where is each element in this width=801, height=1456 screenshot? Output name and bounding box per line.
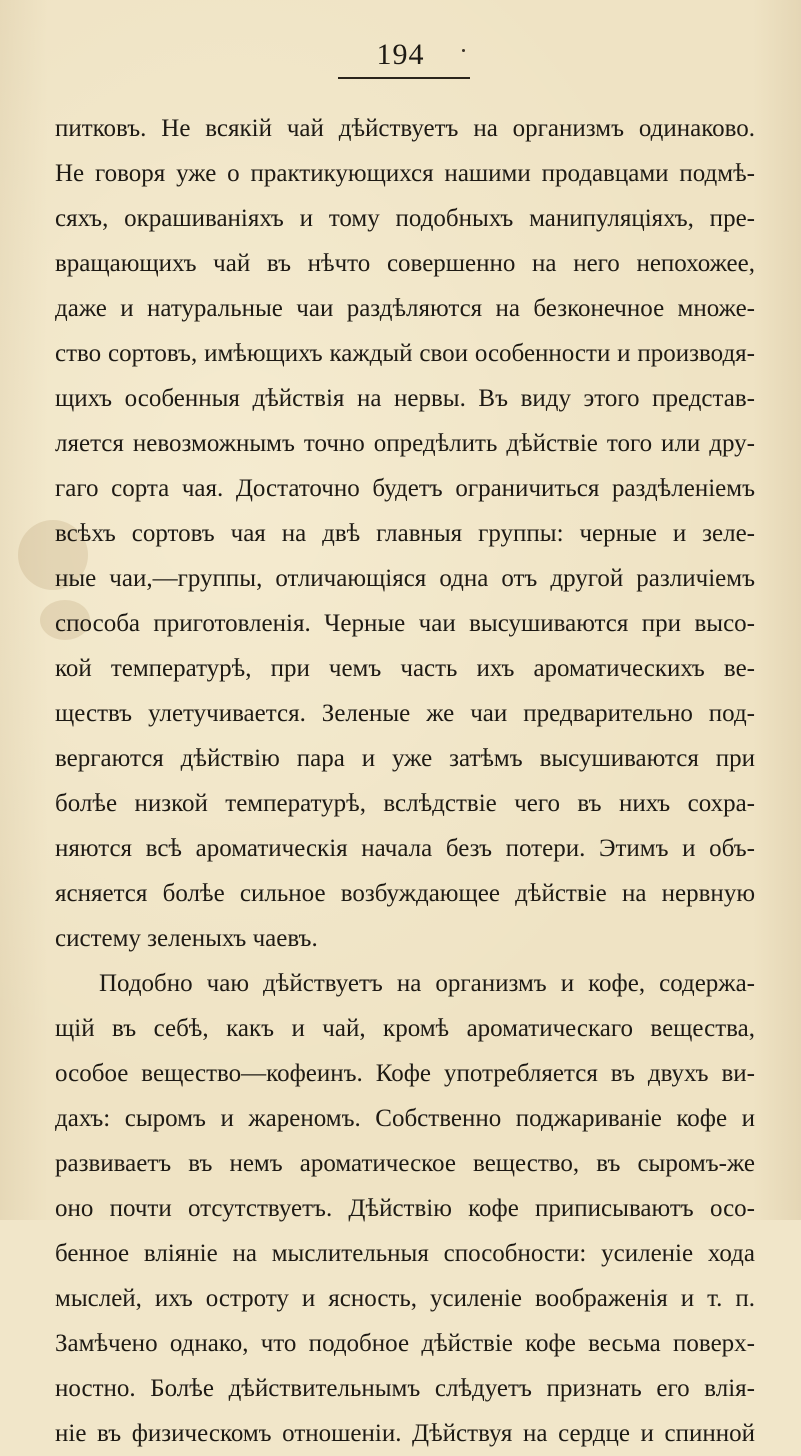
text-line: щій въ себѣ, какъ и чай, кромѣ ароматическаго вещества, <box>55 1015 755 1042</box>
text-line: мыслей, ихъ остроту и ясность, усиленіе воображенія и т. п. <box>55 1285 755 1312</box>
text-line: бенное вліяніе на мыслительныя способности: усиленіе хода <box>55 1240 755 1267</box>
text-line: особое вещество—кофеинъ. Кофе употребляется въ двухъ ви- <box>55 1060 755 1087</box>
text-line: ностно. Болѣе дѣйствительнымъ слѣдуетъ признать его влія- <box>55 1375 755 1402</box>
text-line: ные чаи,—группы, отличающіяся одна отъ другой различіемъ <box>55 565 755 592</box>
text-line: питковъ. Не всякій чай дѣйствуетъ на организмъ одинаково. <box>55 115 755 142</box>
text-line: всѣхъ сортовъ чая на двѣ главныя группы: черные и зеле- <box>55 520 755 547</box>
text-line: ляется невозможнымъ точно опредѣлить дѣйствіе того или дру- <box>55 430 755 457</box>
text-line: дахъ: сыромъ и жареномъ. Собственно поджариваніе кофе и <box>55 1105 755 1132</box>
text-line: Не говоря уже о практикующихся нашими продавцами подмѣ- <box>55 160 755 187</box>
text-line: вергаются дѣйствію пара и уже затѣмъ высушиваются при <box>55 745 755 772</box>
text-line: сяхъ, окрашиваніяхъ и тому подобныхъ манипуляціяхъ, пре- <box>55 205 755 232</box>
text-line: способа приготовленія. Черные чаи высушиваются при высо- <box>55 610 755 637</box>
text-line: ство сортовъ, имѣющихъ каждый свои особенности и производя- <box>55 340 755 367</box>
paragraph-end-line: систему зеленыхъ чаевъ. <box>55 925 318 952</box>
text-line: щихъ особенныя дѣйствія на нервы. Въ виду этого представ- <box>55 385 755 412</box>
header-dot <box>462 49 465 52</box>
text-line: развиваетъ въ немъ ароматическое вещество, въ сыромъ-же <box>55 1150 755 1177</box>
text-line: гаго сорта чая. Достаточно будетъ ограничиться раздѣленіемъ <box>55 475 755 502</box>
text-line: болѣе низкой температурѣ, вслѣдствіе чего въ нихъ сохра- <box>55 790 755 817</box>
text-line: Замѣчено однако, что подобное дѣйствіе кофе весьма поверх- <box>55 1330 755 1357</box>
text-line: ществъ улетучивается. Зеленые же чаи предварительно под- <box>55 700 755 727</box>
page-number: 194 <box>376 38 425 71</box>
paragraph-start-line: Подобно чаю дѣйствуетъ на организмъ и кофе, содержа- <box>99 970 755 997</box>
text-line: вращающихъ чай въ нѣчто совершенно на него непохожее, <box>55 250 755 277</box>
text-line: няются всѣ ароматическія начала безъ потери. Этимъ и объ- <box>55 835 755 862</box>
text-line: кой температурѣ, при чемъ часть ихъ ароматическихъ ве- <box>55 655 755 682</box>
text-line: ясняется болѣе сильное возбуждающее дѣйствіе на нервную <box>55 880 755 907</box>
text-line: даже и натуральные чаи раздѣляются на безконечное множе- <box>55 295 755 322</box>
header-rule <box>338 77 470 79</box>
text-line: ніе въ физическомъ отношеніи. Дѣйствуя на сердце и спинной <box>55 1420 755 1447</box>
body-text <box>55 106 755 1456</box>
text-line: оно почти отсутствуетъ. Дѣйствію кофе приписываютъ осо- <box>55 1195 755 1222</box>
